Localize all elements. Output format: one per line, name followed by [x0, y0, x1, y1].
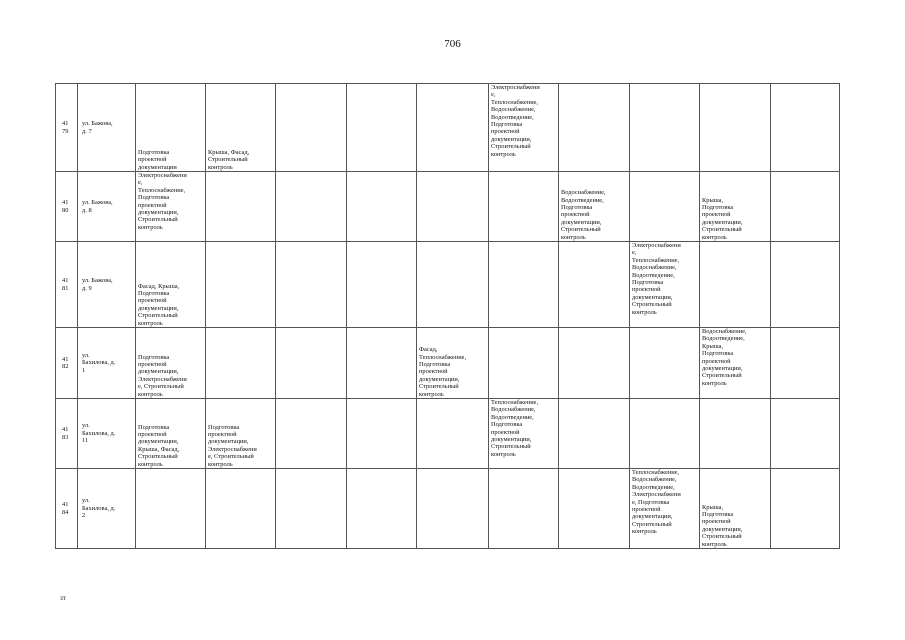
address-cell: ул. Бахилова, д. 1 — [78, 328, 136, 399]
work-cell: Подготовка проектной документации, Электроснабжени е, Строительный контроль — [136, 328, 206, 399]
empty-cell — [700, 399, 771, 469]
empty-cell — [206, 469, 276, 549]
empty-cell — [276, 469, 347, 549]
empty-cell — [559, 242, 630, 328]
row-number: 41 80 — [56, 172, 78, 242]
work-cell: Подготовка проектной документации — [136, 84, 206, 172]
empty-cell — [417, 469, 489, 549]
footer-mark: зт — [60, 594, 66, 602]
empty-cell — [417, 84, 489, 172]
work-cell: Крыша, Подготовка проектной документации, Строительный контроль — [700, 172, 771, 242]
work-cell: Теплоснабжение, Водоснабжение, Водоотведение, Электроснабжени е, Подготовка проектной документации, Строительный контроль — [630, 469, 700, 549]
empty-cell — [347, 172, 417, 242]
empty-cell — [559, 84, 630, 172]
work-cell: Подготовка проектной документации, Электроснабжени е, Строительный контроль — [206, 399, 276, 469]
row-number: 41 81 — [56, 242, 78, 328]
empty-cell — [630, 399, 700, 469]
work-cell: Водоснабжение, Водоотведение, Подготовка проектной документации, Строительный контроль — [559, 172, 630, 242]
row-number: 41 79 — [56, 84, 78, 172]
empty-cell — [630, 172, 700, 242]
empty-cell — [417, 242, 489, 328]
empty-cell — [347, 242, 417, 328]
page-number: 706 — [444, 38, 461, 50]
table-row — [56, 242, 840, 328]
empty-cell — [700, 84, 771, 172]
empty-cell — [206, 328, 276, 399]
empty-cell — [771, 469, 840, 549]
address-cell: ул. Бажова, д. 8 — [78, 172, 136, 242]
work-cell: Крыша, Подготовка проектной документации, Строительный контроль — [700, 469, 771, 549]
empty-cell — [700, 242, 771, 328]
table-row — [56, 84, 840, 172]
empty-cell — [771, 172, 840, 242]
empty-cell — [347, 399, 417, 469]
empty-cell — [276, 399, 347, 469]
work-cell: Фасад, Теплоснабжение, Подготовка проектной документации, Строительный контроль — [417, 328, 489, 399]
address-cell: ул. Бажова, д. 7 — [78, 84, 136, 172]
address-cell: ул. Бахилова, д. 11 — [78, 399, 136, 469]
empty-cell — [417, 172, 489, 242]
empty-cell — [489, 172, 559, 242]
empty-cell — [489, 242, 559, 328]
empty-cell — [276, 242, 347, 328]
empty-cell — [417, 399, 489, 469]
empty-cell — [630, 84, 700, 172]
empty-cell — [630, 328, 700, 399]
empty-cell — [206, 172, 276, 242]
address-cell: ул. Бахилова, д. 2 — [78, 469, 136, 549]
empty-cell — [559, 469, 630, 549]
work-cell: Подготовка проектной документации, Крыша, Фасад, Строительный контроль — [136, 399, 206, 469]
work-cell: Электроснабжени е, Теплоснабжение, Водоснабжение, Водоотведение, Подготовка проектной документации, Строительный контроль — [489, 84, 559, 172]
row-number: 41 82 — [56, 328, 78, 399]
table-row — [56, 172, 840, 242]
empty-cell — [206, 242, 276, 328]
table-row — [56, 469, 840, 549]
empty-cell — [276, 328, 347, 399]
empty-cell — [347, 328, 417, 399]
empty-cell — [136, 469, 206, 549]
empty-cell — [771, 399, 840, 469]
empty-cell — [771, 84, 840, 172]
empty-cell — [771, 328, 840, 399]
empty-cell — [276, 172, 347, 242]
table-row — [56, 399, 840, 469]
work-cell: Крыша, Фасад, Строительный контроль — [206, 84, 276, 172]
empty-cell — [347, 469, 417, 549]
empty-cell — [559, 328, 630, 399]
work-cell: Электроснабжени е, Теплоснабжение, Подготовка проектной документации, Строительный контроль — [136, 172, 206, 242]
work-cell: Электроснабжени е, Теплоснабжение, Водоснабжение, Водоотведение, Подготовка проектной документации, Строительный контроль — [630, 242, 700, 328]
work-cell: Фасад, Крыша, Подготовка проектной документации, Строительный контроль — [136, 242, 206, 328]
row-number: 41 83 — [56, 399, 78, 469]
empty-cell — [771, 242, 840, 328]
address-cell: ул. Бажова, д. 9 — [78, 242, 136, 328]
works-schedule-table — [55, 83, 840, 549]
work-cell: Водоснабжение, Водоотведение, Крыша, Подготовка проектной документации, Строительный контроль — [700, 328, 771, 399]
work-cell: Теплоснабжение, Водоснабжение, Водоотведение, Подготовка проектной документации, Строительный контроль — [489, 399, 559, 469]
empty-cell — [489, 328, 559, 399]
empty-cell — [347, 84, 417, 172]
empty-cell — [559, 399, 630, 469]
empty-cell — [276, 84, 347, 172]
empty-cell — [489, 469, 559, 549]
row-number: 41 84 — [56, 469, 78, 549]
table-row — [56, 328, 840, 399]
